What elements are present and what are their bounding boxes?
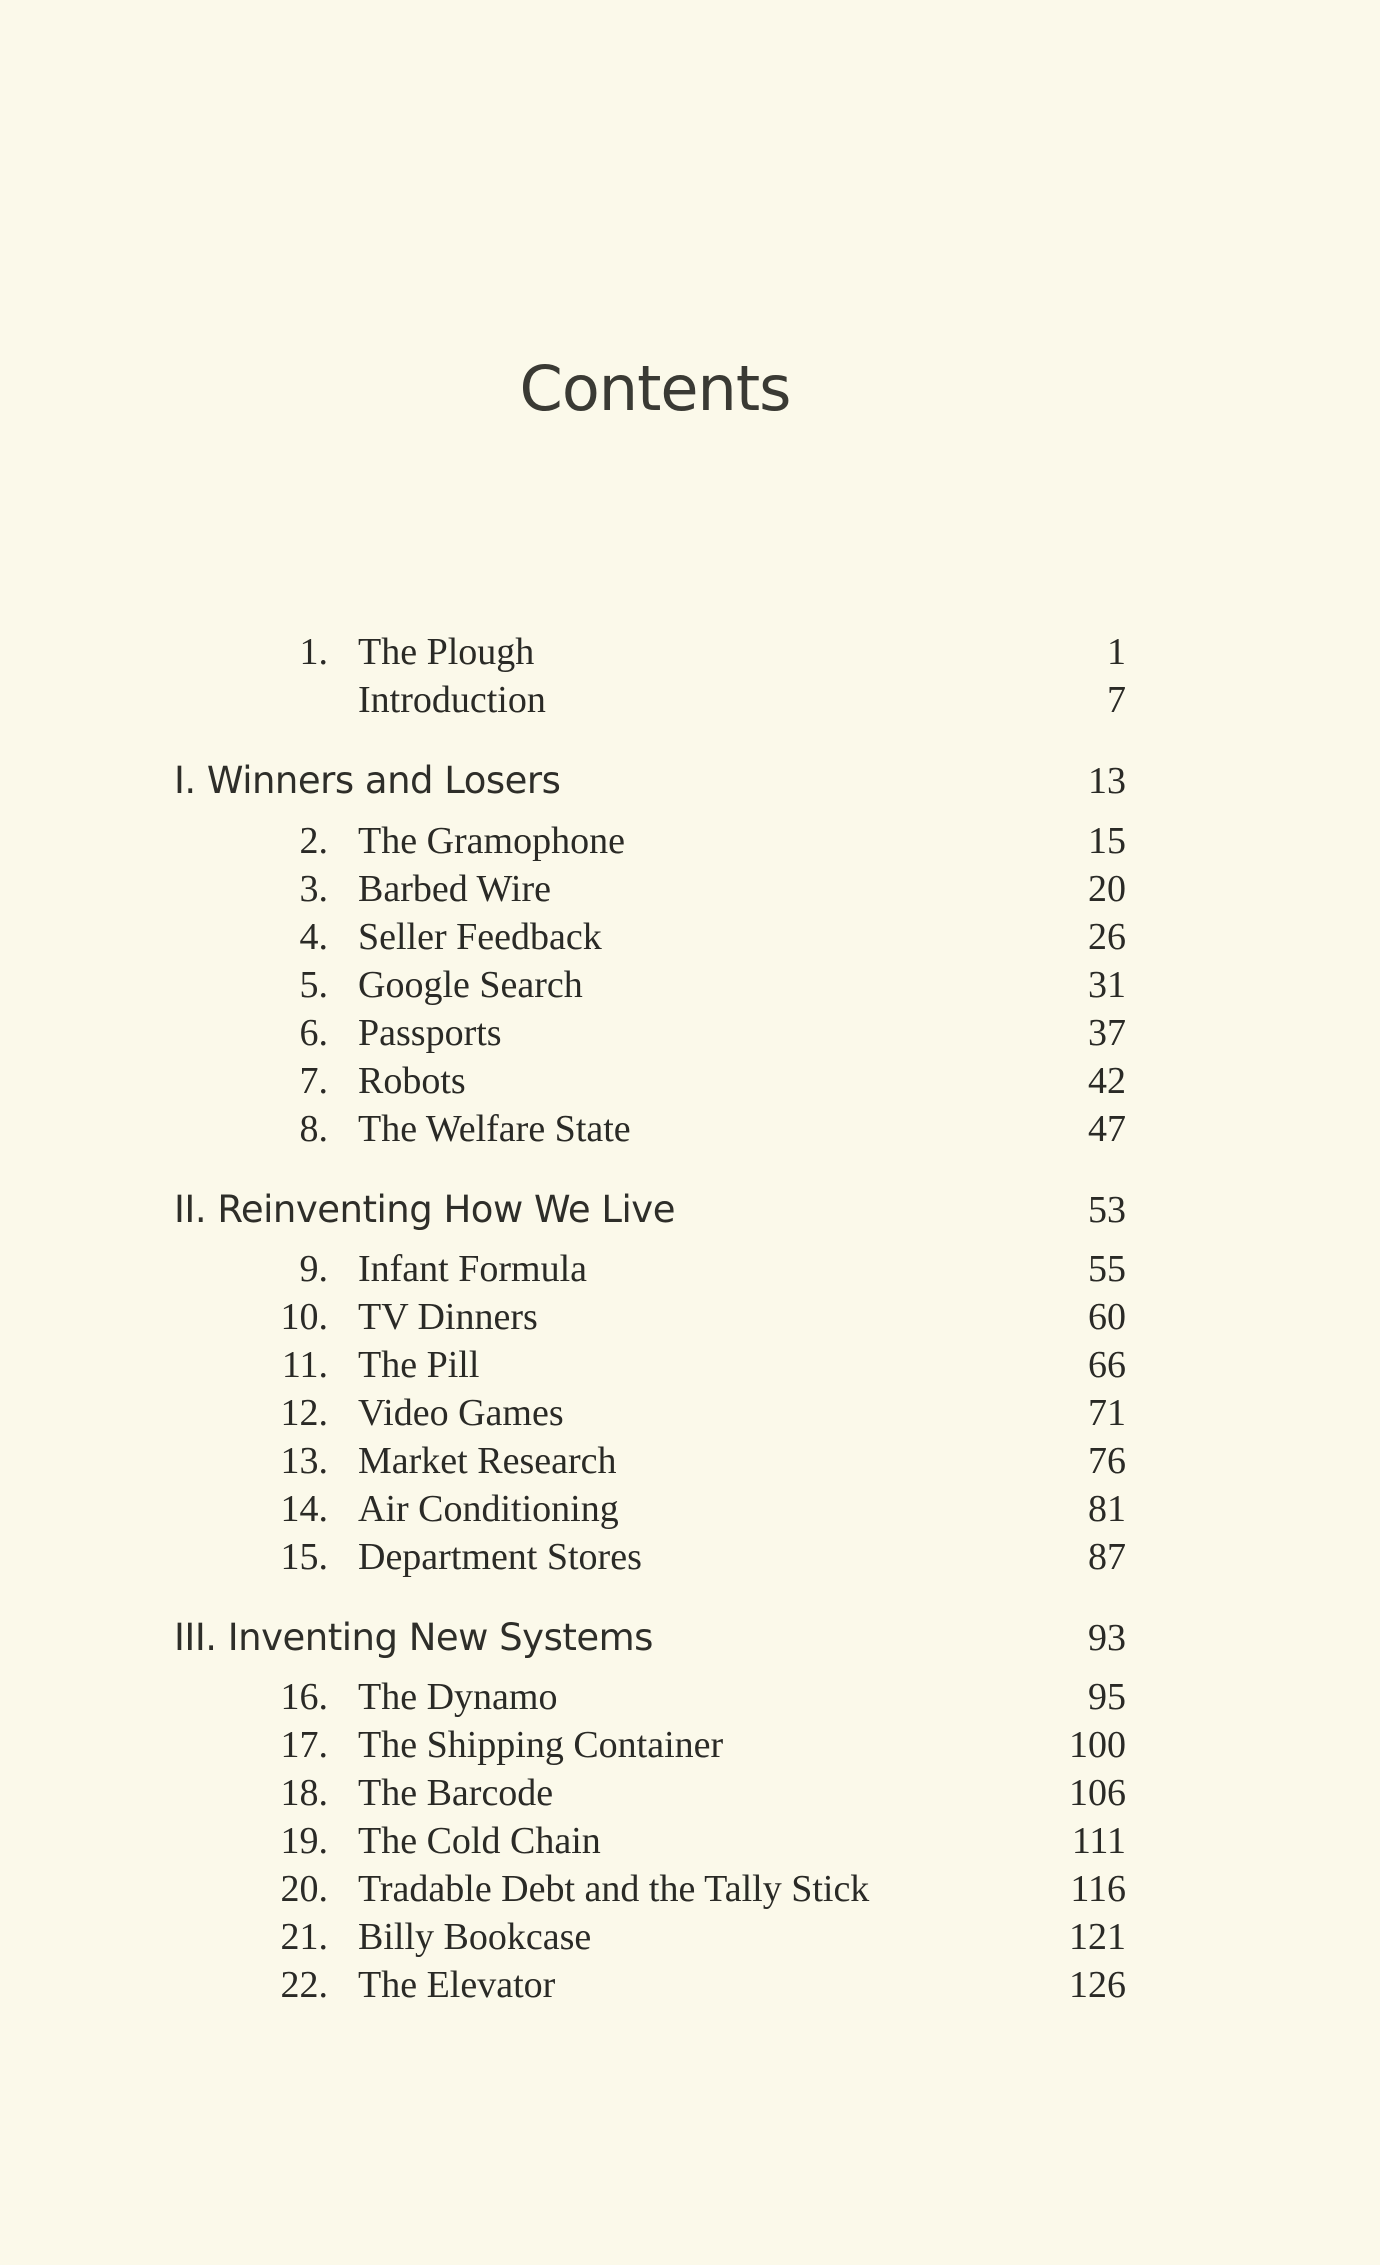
- chapter-number: 18.: [280, 1772, 328, 1814]
- chapter-title: TV Dinners: [358, 1296, 538, 1338]
- page-number: 76: [1088, 1440, 1126, 1482]
- toc-entry[interactable]: [0, 1009, 1380, 1057]
- chapter-number: 22.: [280, 1964, 328, 2006]
- page-number: 60: [1088, 1296, 1126, 1338]
- page-number: 31: [1088, 964, 1126, 1006]
- toc-entry[interactable]: [0, 628, 1380, 676]
- page-number: 87: [1088, 1536, 1126, 1578]
- chapter-number: 10.: [280, 1296, 328, 1338]
- chapter-title: The Pill: [358, 1344, 480, 1386]
- page-number: 53: [1088, 1189, 1126, 1231]
- chapter-number: 6.: [299, 1012, 328, 1054]
- toc-entry[interactable]: [0, 1865, 1380, 1913]
- page-number: 95: [1088, 1676, 1126, 1718]
- toc-entry[interactable]: [0, 1673, 1380, 1721]
- chapter-title: The Gramophone: [358, 820, 625, 862]
- part-title: III. Inventing New Systems: [174, 1616, 653, 1659]
- chapter-title: Barbed Wire: [358, 868, 551, 910]
- page-number: 71: [1088, 1392, 1126, 1434]
- chapter-number: 21.: [280, 1916, 328, 1958]
- page-number: 13: [1088, 760, 1126, 802]
- toc-entry[interactable]: [0, 1961, 1380, 2009]
- chapter-title: Video Games: [358, 1392, 564, 1434]
- part-title: II. Reinventing How We Live: [174, 1188, 675, 1231]
- toc-entry[interactable]: [0, 1437, 1380, 1485]
- page-number: 116: [1070, 1868, 1126, 1910]
- page-number: 20: [1088, 868, 1126, 910]
- page-number: 126: [1069, 1964, 1126, 2006]
- chapter-title: Department Stores: [358, 1536, 642, 1578]
- page-number: 66: [1088, 1344, 1126, 1386]
- chapter-number: 3.: [299, 868, 328, 910]
- chapter-title: Seller Feedback: [358, 916, 602, 958]
- chapter-title: The Plough: [358, 631, 535, 673]
- page-number: 100: [1069, 1724, 1126, 1766]
- chapter-title: Infant Formula: [358, 1248, 588, 1290]
- page-number: 106: [1069, 1772, 1126, 1814]
- chapter-title: The Cold Chain: [358, 1820, 601, 1862]
- chapter-title: The Shipping Container: [358, 1724, 724, 1766]
- part-heading[interactable]: [0, 755, 1380, 807]
- toc-entry[interactable]: [0, 1817, 1380, 1865]
- page-number: 37: [1088, 1012, 1126, 1054]
- toc-entry[interactable]: [0, 961, 1380, 1009]
- toc-entry[interactable]: [0, 1341, 1380, 1389]
- chapter-title: The Elevator: [358, 1964, 556, 2006]
- page-number: 55: [1088, 1248, 1126, 1290]
- toc-entry[interactable]: [0, 1721, 1380, 1769]
- chapter-number: 17.: [280, 1724, 328, 1766]
- chapter-number: 13.: [280, 1440, 328, 1482]
- chapter-title: Air Conditioning: [358, 1488, 619, 1530]
- page-number: 81: [1088, 1488, 1126, 1530]
- toc-entry[interactable]: [0, 1389, 1380, 1437]
- chapter-number: 9.: [299, 1248, 328, 1290]
- page-number: 47: [1088, 1108, 1126, 1150]
- page-number: 111: [1071, 1820, 1126, 1862]
- toc-entry[interactable]: [0, 817, 1380, 865]
- toc-entry[interactable]: [0, 1293, 1380, 1341]
- chapter-number: 1.: [299, 631, 328, 673]
- chapter-title: The Dynamo: [358, 1676, 558, 1718]
- toc-entry[interactable]: [0, 1533, 1380, 1581]
- page-number: 93: [1088, 1617, 1126, 1659]
- chapter-title: Passports: [358, 1012, 502, 1054]
- part-heading[interactable]: [0, 1612, 1380, 1664]
- part-heading[interactable]: [0, 1184, 1380, 1236]
- chapter-title: Tradable Debt and the Tally Stick: [358, 1868, 870, 1910]
- chapter-title: Robots: [358, 1060, 466, 1102]
- chapter-number: 11.: [281, 1344, 328, 1386]
- chapter-title: Introduction: [358, 679, 546, 721]
- chapter-number: 8.: [299, 1108, 328, 1150]
- chapter-number: 4.: [299, 916, 328, 958]
- toc-entry[interactable]: [0, 913, 1380, 961]
- chapter-title: The Barcode: [358, 1772, 554, 1814]
- chapter-title: Billy Bookcase: [358, 1916, 592, 1958]
- chapter-number: 19.: [280, 1820, 328, 1862]
- toc-entry[interactable]: [0, 1769, 1380, 1817]
- chapter-number: 20.: [280, 1868, 328, 1910]
- chapter-number: 16.: [280, 1676, 328, 1718]
- toc-entry[interactable]: [0, 1913, 1380, 1961]
- chapter-number: 7.: [299, 1060, 328, 1102]
- page-number: 42: [1088, 1060, 1126, 1102]
- toc-entry[interactable]: [0, 1105, 1380, 1153]
- chapter-number: 15.: [280, 1536, 328, 1578]
- toc-entry[interactable]: [0, 1245, 1380, 1293]
- page-title: Contents: [519, 352, 791, 425]
- chapter-number: 14.: [280, 1488, 328, 1530]
- page-number: 26: [1088, 916, 1126, 958]
- chapter-title: The Welfare State: [358, 1108, 631, 1150]
- toc-entry[interactable]: [0, 1485, 1380, 1533]
- chapter-number: 12.: [280, 1392, 328, 1434]
- chapter-number: 5.: [299, 964, 328, 1006]
- chapter-title: Market Research: [358, 1440, 617, 1482]
- page-number: 1: [1107, 631, 1126, 673]
- page-number: 15: [1088, 820, 1126, 862]
- chapter-title: Google Search: [358, 964, 583, 1006]
- toc-entry[interactable]: [0, 1057, 1380, 1105]
- toc-entry[interactable]: [0, 676, 1380, 724]
- page-number: 7: [1107, 679, 1126, 721]
- toc-entry[interactable]: [0, 865, 1380, 913]
- page-number: 121: [1069, 1916, 1126, 1958]
- chapter-number: 2.: [299, 820, 328, 862]
- part-title: I. Winners and Losers: [174, 759, 561, 802]
